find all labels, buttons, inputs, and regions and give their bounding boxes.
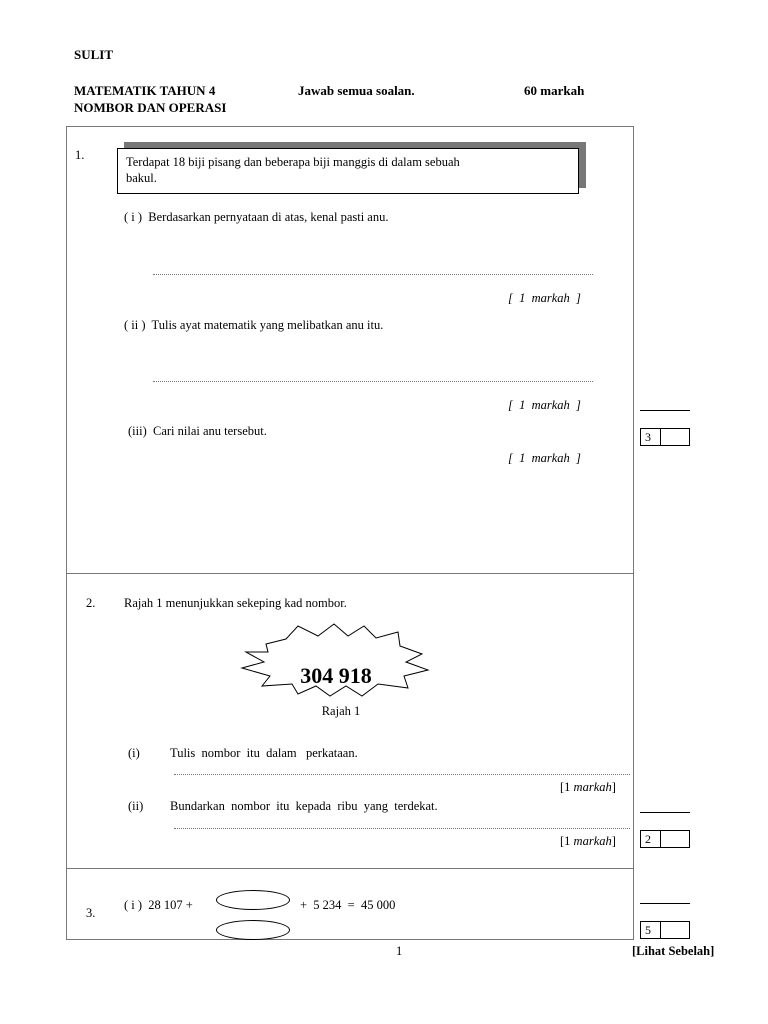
- q2-part-ii: Bundarkan nombor itu kepada ribu yang terdekat.: [170, 799, 438, 813]
- q1-statement-line1: Terdapat 18 biji pisang dan beberapa biji manggis di dalam sebuah: [126, 155, 460, 169]
- q3-answer-oval-2[interactable]: [216, 920, 290, 940]
- q2-score-value: 2: [641, 831, 661, 847]
- q2-number: 2.: [86, 596, 96, 610]
- subject-title: MATEMATIK TAHUN 4: [74, 83, 216, 98]
- q3-number: 3.: [86, 906, 96, 920]
- q1-mark-ii: [ 1 markah ]: [508, 398, 581, 412]
- divider-q2-q3: [66, 868, 634, 869]
- q1-answer-line-i[interactable]: [153, 274, 593, 275]
- q3-score-box: [640, 903, 690, 939]
- figure-caption: Rajah 1: [321, 704, 361, 718]
- page-number: 1: [396, 944, 403, 958]
- q2-answer-line-i[interactable]: [174, 774, 630, 775]
- q2-part-i: Tulis nombor itu dalam perkataan.: [170, 746, 358, 760]
- q1-number: 1.: [75, 148, 85, 162]
- instruction-text: Jawab semua soalan.: [298, 83, 415, 98]
- q2-answer-line-ii[interactable]: [174, 828, 630, 829]
- classification-label: SULIT: [74, 47, 114, 62]
- q2-score-box: [640, 812, 690, 848]
- q2-mark-ii: [1 markah]: [560, 834, 616, 848]
- q3-answer-oval-1[interactable]: [216, 890, 290, 910]
- q1-score-value: 3: [641, 429, 661, 445]
- q1-answer-line-ii[interactable]: [153, 381, 593, 382]
- q1-part-iii: (iii) Cari nilai anu tersebut.: [128, 424, 267, 438]
- total-marks: 60 markah: [524, 83, 585, 98]
- q1-statement-line2: bakul.: [126, 171, 157, 185]
- q3-part-i-left: ( i ) 28 107 +: [124, 898, 193, 912]
- card-number: 304 918: [300, 663, 372, 688]
- topic-title: NOMBOR DAN OPERASI: [74, 100, 227, 115]
- q2-mark-i: [1 markah]: [560, 780, 616, 794]
- divider-q1-q2: [66, 573, 634, 574]
- q2-part-ii-number: (ii): [128, 799, 144, 813]
- q1-statement-box: [117, 148, 579, 194]
- q3-score-value: 5: [641, 922, 661, 938]
- q1-mark-iii: [ 1 markah ]: [508, 451, 581, 465]
- next-page-label: [Lihat Sebelah]: [632, 944, 715, 958]
- q1-score-box: [640, 410, 690, 446]
- number-card-starburst: [238, 622, 434, 700]
- q1-part-ii: ( ii ) Tulis ayat matematik yang melibatkan anu itu.: [124, 318, 384, 332]
- question-frame: [66, 126, 634, 940]
- q3-part-i-right: + 5 234 = 45 000: [300, 898, 396, 912]
- q1-mark-i: [ 1 markah ]: [508, 291, 581, 305]
- q2-intro: Rajah 1 menunjukkan sekeping kad nombor.: [124, 596, 347, 610]
- q1-part-i: ( i ) Berdasarkan pernyataan di atas, kenal pasti anu.: [124, 210, 389, 224]
- q2-part-i-number: (i): [128, 746, 140, 760]
